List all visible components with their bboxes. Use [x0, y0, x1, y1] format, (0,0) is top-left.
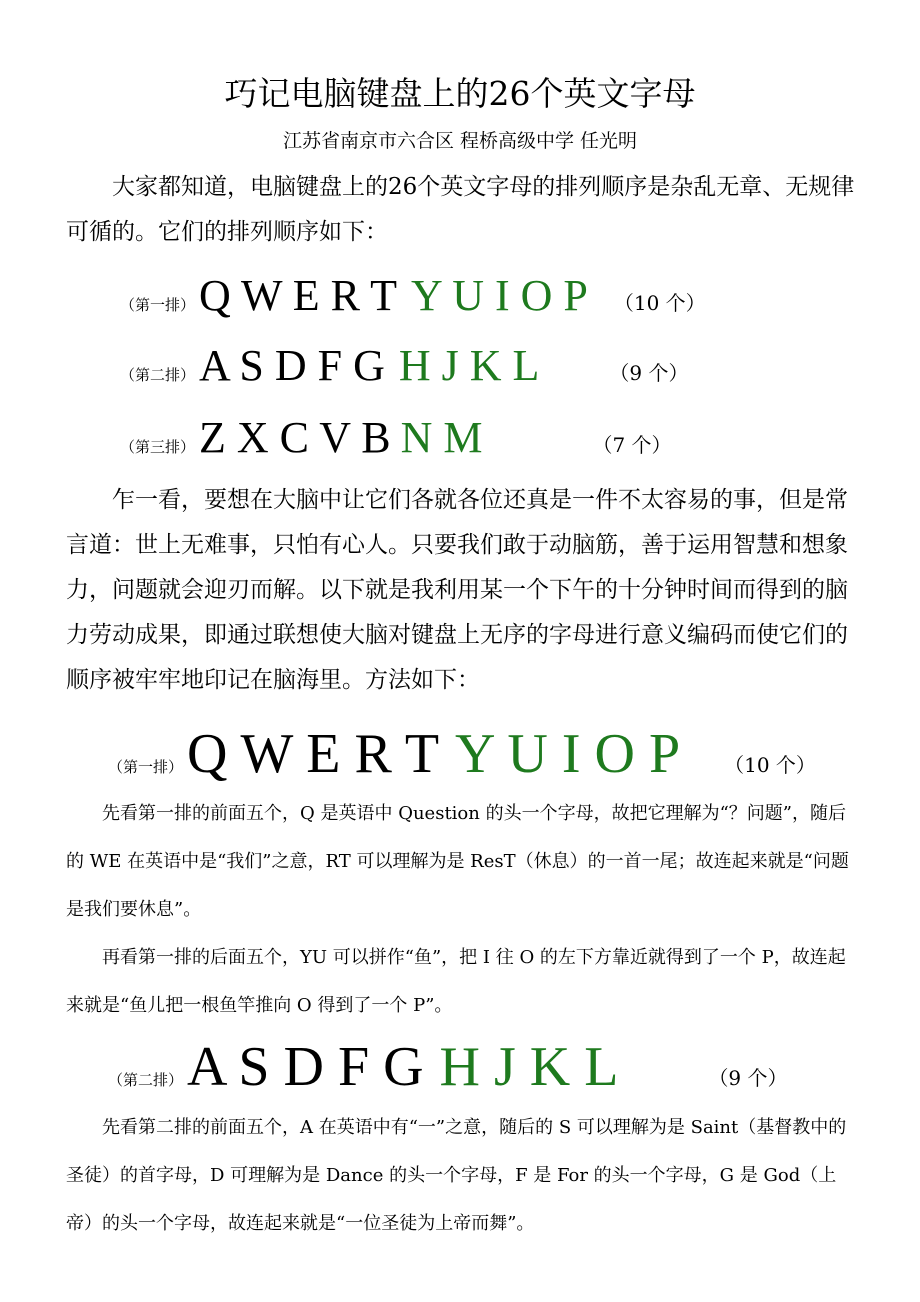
row-letters-black: Z X C V B — [199, 413, 391, 462]
keyboard-row-2 — [120, 340, 689, 391]
row-label: （第二排） — [120, 366, 196, 384]
row-letters-green: N M — [400, 413, 483, 462]
keyboard-row-1 — [120, 270, 706, 321]
row-count: （9 个） — [609, 361, 689, 385]
row-letters-black: A S D F G — [199, 341, 385, 390]
row-letters-black: Q W E R T — [199, 271, 398, 320]
row-count: （10 个） — [613, 291, 706, 315]
row-label: （第一排） — [108, 758, 184, 776]
row-label: （第二排） — [108, 1071, 184, 1089]
author-line: 江苏省南京市六合区 程桥高级中学 任光明 — [282, 130, 638, 152]
section2-paragraph-1: 先看第二排的前面五个，A 在英语中有“一”之意，随后的 S 可以理解为是 Saint（基督教中的圣徒）的首字母，D 可理解为是 Dance 的头一个字母，F 是 For 的头一个字母，G 是 God（上帝）的头一个字母，故连起来就是“一位圣徒为上帝而舞”。 — [66, 1117, 847, 1234]
intro-paragraph: 大家都知道，电脑键盘上的26个英文字母的排列顺序是杂乱无章、无规律可循的。它们的排列顺序如下： — [66, 174, 855, 245]
row-label: （第一排） — [120, 296, 196, 314]
row-letters-green: H J K L — [398, 341, 540, 390]
section1-heading — [108, 722, 816, 786]
row-label: （第三排） — [120, 438, 196, 456]
keyboard-row-3 — [120, 412, 672, 463]
row-count: （7 个） — [592, 433, 672, 457]
section2-heading — [108, 1035, 788, 1099]
document-title: 巧记电脑键盘上的26个英文字母 — [224, 74, 696, 113]
row-count: （10 个） — [724, 753, 816, 777]
body-paragraph: 乍一看，要想在大脑中让它们各就各位还真是一件不太容易的事，但是常言道：世上无难事，只怕有心人。只要我们敢于动脑筋，善于运用智慧和想象力，问题就会迎刃而解。以下就是我利用某一个下午的十分钟时间而得到的脑力劳动成果，即通过联想使大脑对键盘上无序的字母进行意义编码而使它们的顺序被牢牢地印记在脑海里。方法如下： — [66, 487, 848, 693]
row-letters-green: Y U I O P — [455, 723, 681, 785]
row-letters-black: A S D F G — [187, 1036, 424, 1098]
row-letters-green: Y U I O P — [411, 271, 588, 320]
section1-paragraph-1: 先看第一排的前面五个，Q 是英语中 Question 的头一个字母，故把它理解为“？问题”，随后的 WE 在英语中是“我们”之意，RT 可以理解为是 ResT（休息）的一首一尾；故连起来就是“问题是我们要休息”。 — [66, 803, 849, 920]
section1-paragraph-2: 再看第一排的后面五个，YU 可以拼作“鱼”，把 I 往 O 的左下方靠近就得到了一个 P，故连起来就是“鱼儿把一根鱼竿推向 O 得到了一个 P”。 — [66, 947, 846, 1016]
row-letters-black: Q W E R T — [187, 723, 440, 785]
row-letters-green: H J K L — [439, 1036, 619, 1098]
row-count: （9 个） — [708, 1066, 788, 1090]
